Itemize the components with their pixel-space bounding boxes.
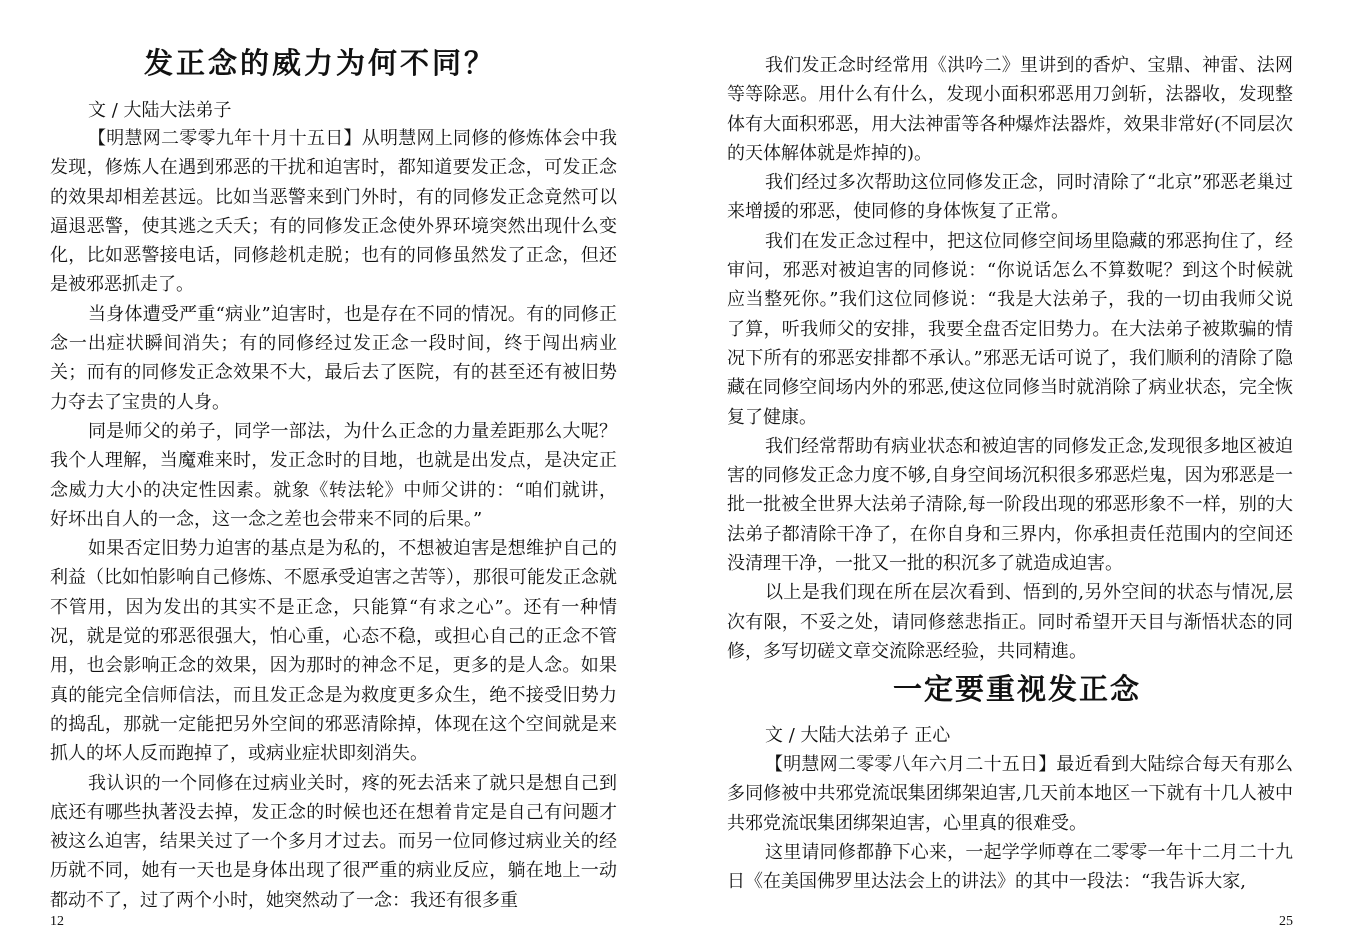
left-page [50,0,617,950]
paragraph: 我认识的一个同修在过病业关时，疼的死去活来了就只是想自己到底还有哪些执著没去掉，发正念的时候也还在想着肯定是自己有问题才被这么迫害，结果关过了一个多月才过去。而另一位同修过病业关的经历就不同，她有一天也是身体出现了很严重的病业反应，躺在地上一动都动不了，过了两个小时，她突然动了一念：我还有很多重 [50,772,617,911]
right-page [727,0,1293,950]
paragraph: 同是师父的弟子，同学一部法，为什么正念的力量差距那么大呢？我个人理解，当魔难来时，发正念时的目地，也就是出发点，是决定正念威力大小的决定性因素。就象《转法轮》中师父讲的：“咱们就讲，好坏出自人的一念，这一念之差也会带来不同的后果。” [50,420,617,530]
article-title: 发正念的威力为何不同？ [143,46,496,80]
paragraph: 我们在发正念过程中，把这位同修空间场里隐藏的邪恶拘住了，经审问，邪恶对被迫害的同修说：“你说话怎么不算数呢？到这个时候就应当整死你。”我们这位同修说：“我是大法弟子，我的一切由我师父说了算，听我师父的安排，我要全盘否定旧势力。在大法弟子被欺骗的情况下所有的邪恶安排都不承认。”邪恶无话可说了，我们顺利的清除了隐藏在同修空间场内外的邪恶,使这位同修当时就消除了病业状态，完全恢复了健康。 [727,230,1293,428]
paragraph: 【明慧网二零零八年六月二十五日】最近看到大陆综合每天有那么多同修被中共邪党流氓集团绑架迫害,几天前本地区一下就有十几人被中共邪党流氓集团绑架迫害，心里真的很难受。 [727,754,1293,834]
article-body-continued [727,51,1293,666]
paragraph: 当身体遭受严重“病业”迫害时，也是存在不同的情况。有的同修正念一出症状瞬间消失；有的同修经过发正念一段时间，终于闯出病业关；而有的同修发正念效果不大，最后去了医院，有的甚至还有被旧势力夺去了宝贵的人身。 [50,303,617,413]
page-number: 12 [50,914,64,929]
author-byline: 文 / 大陆大法弟子 [88,100,232,121]
paragraph: 我们经过多次帮助这位同修发正念，同时清除了“北京”邪恶老巢过来增援的邪恶，使同修的身体恢复了正常。 [727,172,1293,223]
article-body [50,124,617,915]
paragraph: 我们经常帮助有病业状态和被迫害的同修发正念,发现很多地区被迫害的同修发正念力度不够,自身空间场沉积很多邪恶烂鬼，因为邪恶是一批一批被全世界大法弟子清除,每一阶段出现的邪恶形象不一样，别的大法弟子都清除干净了，在你自身和三界内，你承担责任范围内的空间还没清理干净，一批又一批的积沉多了就造成迫害。 [727,435,1293,575]
paragraph: 以上是我们现在所在层次看到、悟到的,另外空间的状态与情况,层次有限，不妥之处，请同修慈悲指正。同时希望开天目与渐悟状态的同修，多写切磋文章交流除恶经验，共同精進。 [727,582,1293,662]
paragraph: 这里请同修都静下心来，一起学学师尊在二零零一年十二月二十九日《在美国佛罗里达法会上的讲法》的其中一段法：“我告诉大家, [727,841,1293,893]
paragraph: 我们发正念时经常用《洪吟二》里讲到的香炉、宝鼎、神雷、法网等等除恶。用什么有什么，发现小面积邪恶用刀剑斩，法器收，发现整体有大面积邪恶，用大法神雷等各种爆炸法器炸，效果非常好(不同层次的天体解体就是炸掉的)。 [727,55,1293,164]
page-number: 25 [1279,914,1293,929]
paragraph: 如果否定旧势力迫害的基点是为私的，不想被迫害是想维护自己的利益（比如怕影响自己修炼、不愿承受迫害之苦等），那很可能发正念就不管用，因为发出的其实不是正念，只能算“有求之心”。还有一种情况，就是觉的邪恶很强大，怕心重，心态不稳，或担心自己的正念不管用，也会影响正念的效果，因为那时的神念不足，更多的是人念。如果真的能完全信师信法，而且发正念是为救度更多众生，绝不接受旧势力的捣乱，那就一定能把另外空间的邪恶清除掉，体现在这个空间就是来抓人的坏人反而跑掉了，或病业症状即刻消失。 [50,538,617,765]
second-article-body [727,750,1293,896]
second-author-byline: 文 / 大陆大法弟子 正心 [765,725,951,746]
second-article-title: 一定要重视发正念 [892,672,1141,706]
paragraph: 【明慧网二零零九年十月十五日】从明慧网上同修的修炼体会中我发现，修炼人在遇到邪恶的干扰和迫害时，都知道要发正念，可发正念的效果却相差甚远。比如当恶警来到门外时，有的同修发正念竟然可以逼退恶警，使其逃之夭夭；有的同修发正念使外界环境突然出现什么变化，比如恶警接电话，同修趁机走脱；也有的同修虽然发了正念，但还是被邪恶抓走了。 [50,128,617,296]
